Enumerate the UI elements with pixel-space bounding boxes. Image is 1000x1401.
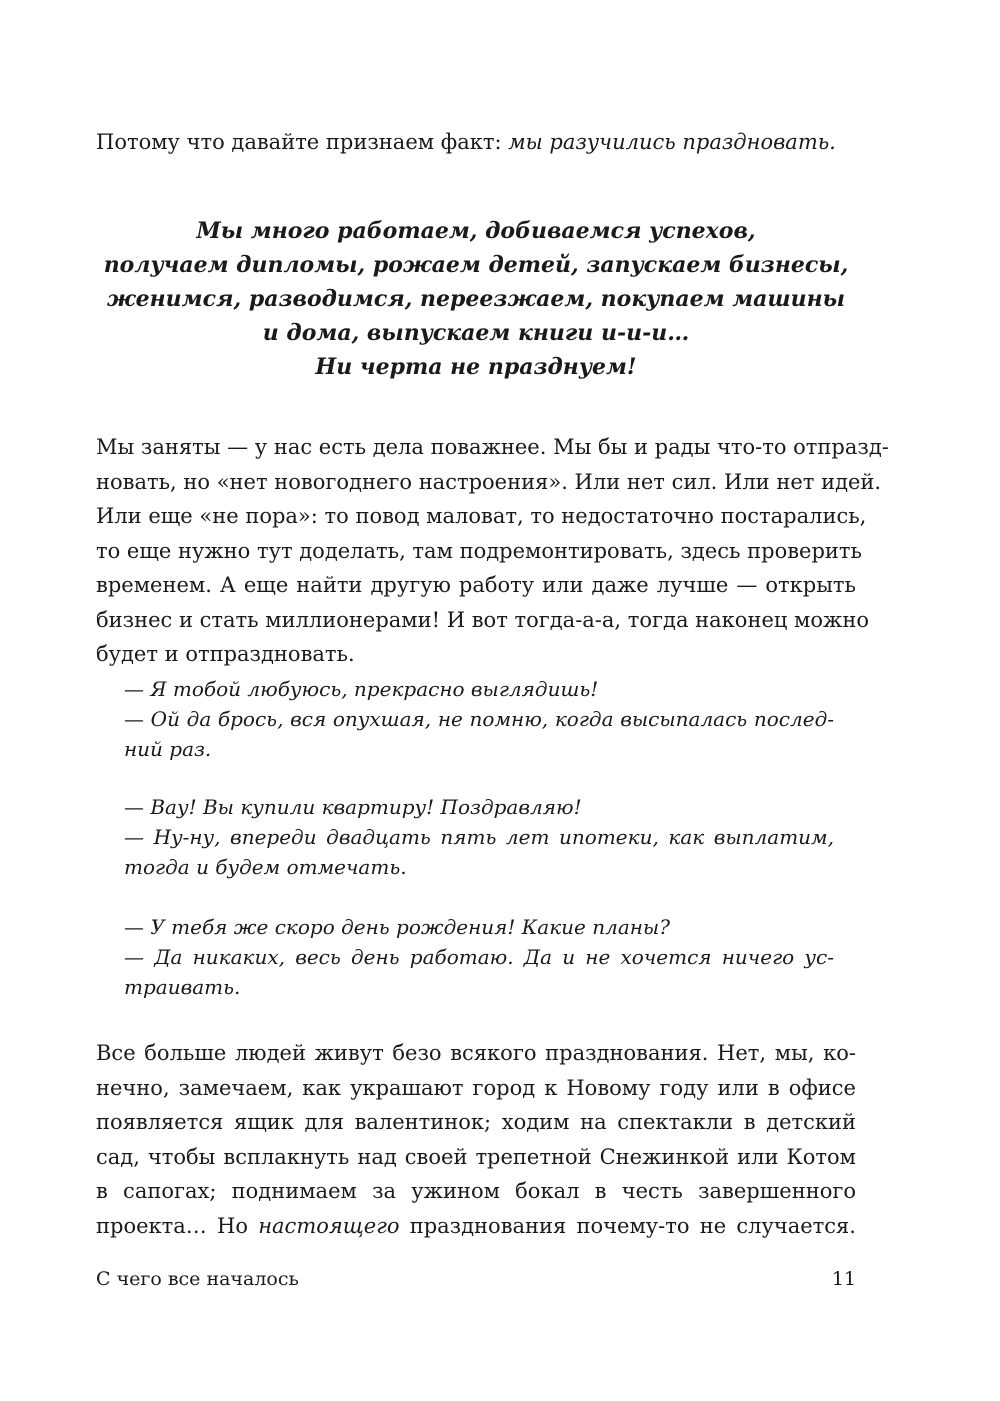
- dialog-line: ний раз.: [124, 737, 212, 761]
- line-text: проекта… Но: [96, 1213, 259, 1238]
- paragraph-line: то еще нужно тут доделать, там подремонтировать, здесь проверить: [96, 538, 862, 563]
- paragraph-line: новать, но «нет новогоднего настроения». Или нет сил. Или нет идей.: [96, 469, 882, 494]
- dialog-line: — Ну-ну, впереди двадцать пять лет ипотеки, как выплатим,: [124, 825, 834, 849]
- intro-sentence: [96, 125, 856, 159]
- dialog-line: тогда и будем отмечать.: [124, 855, 407, 879]
- paragraph-line: Мы заняты — у нас есть дела поважнее. Мы бы и рады что-то отпразд-: [96, 435, 889, 459]
- paragraph-no-celebration: [96, 1036, 856, 1243]
- paragraph-busy: [96, 430, 889, 672]
- dialog-apartment: [124, 792, 834, 882]
- callout-line: Ни черта не празднуем!: [315, 354, 637, 380]
- paragraph-line: появляется ящик для валентинок; ходим на спектакли в детский: [96, 1110, 856, 1134]
- dialog-birthday: [124, 912, 834, 1002]
- callout-line: женимся, разводимся, переезжаем, покупаем машины: [106, 286, 846, 312]
- paragraph-line: бизнес и стать миллионерами! И вот тогда-а-а, тогда наконец можно: [96, 607, 869, 632]
- dialog-line: — Да никаких, весь день работаю. Да и не хочется ничего ус-: [124, 945, 834, 969]
- dialog-line: — Я тобой любуюсь, прекрасно выглядишь!: [124, 677, 599, 701]
- line-italic-word: настоящего: [258, 1213, 400, 1238]
- paragraph-line: Или еще «не пора»: то повод маловат, то недостаточно постарались,: [96, 504, 867, 528]
- dialog-compliment: [124, 674, 834, 764]
- intro-italic: мы разучились праздновать.: [508, 130, 836, 154]
- callout-line: и дома, выпускаем книги и-и-и…: [262, 320, 690, 346]
- paragraph-line: временем. А еще найти другую работу или даже лучше — открыть: [96, 573, 856, 597]
- dialog-line: траивать.: [124, 975, 241, 999]
- paragraph-line: сад, чтобы всплакнуть над своей трепетной Снежинкой или Котом: [96, 1144, 856, 1169]
- paragraph-line: в сапогах; поднимаем за ужином бокал в честь завершенного: [96, 1179, 856, 1203]
- paragraph-line: [96, 1209, 856, 1244]
- paragraph-line: Все больше людей живут безо всякого празднования. Нет, мы, ко-: [96, 1041, 856, 1065]
- callout-line: Мы много работаем, добиваемся успехов,: [196, 218, 756, 244]
- callout-line: получаем дипломы, рожаем детей, запускаем бизнесы,: [103, 252, 849, 278]
- paragraph-line: будет и отпраздновать.: [96, 642, 355, 666]
- intro-plain: Потому что давайте признаем факт:: [96, 130, 509, 154]
- dialog-line: — Вау! Вы купили квартиру! Поздравляю!: [124, 795, 582, 819]
- page-number: 11: [831, 1268, 856, 1290]
- dialog-line: — У тебя же скоро день рождения! Какие планы?: [124, 915, 670, 939]
- line-text: празднования почему-то не случается.: [399, 1213, 856, 1238]
- callout-quote: [96, 214, 856, 384]
- dialog-line: — Ой да брось, вся опухшая, не помню, когда высыпалась послед-: [124, 707, 834, 731]
- chapter-title: С чего все началось: [96, 1268, 299, 1290]
- paragraph-line: нечно, замечаем, как украшают город к Новому году или в офисе: [96, 1075, 856, 1100]
